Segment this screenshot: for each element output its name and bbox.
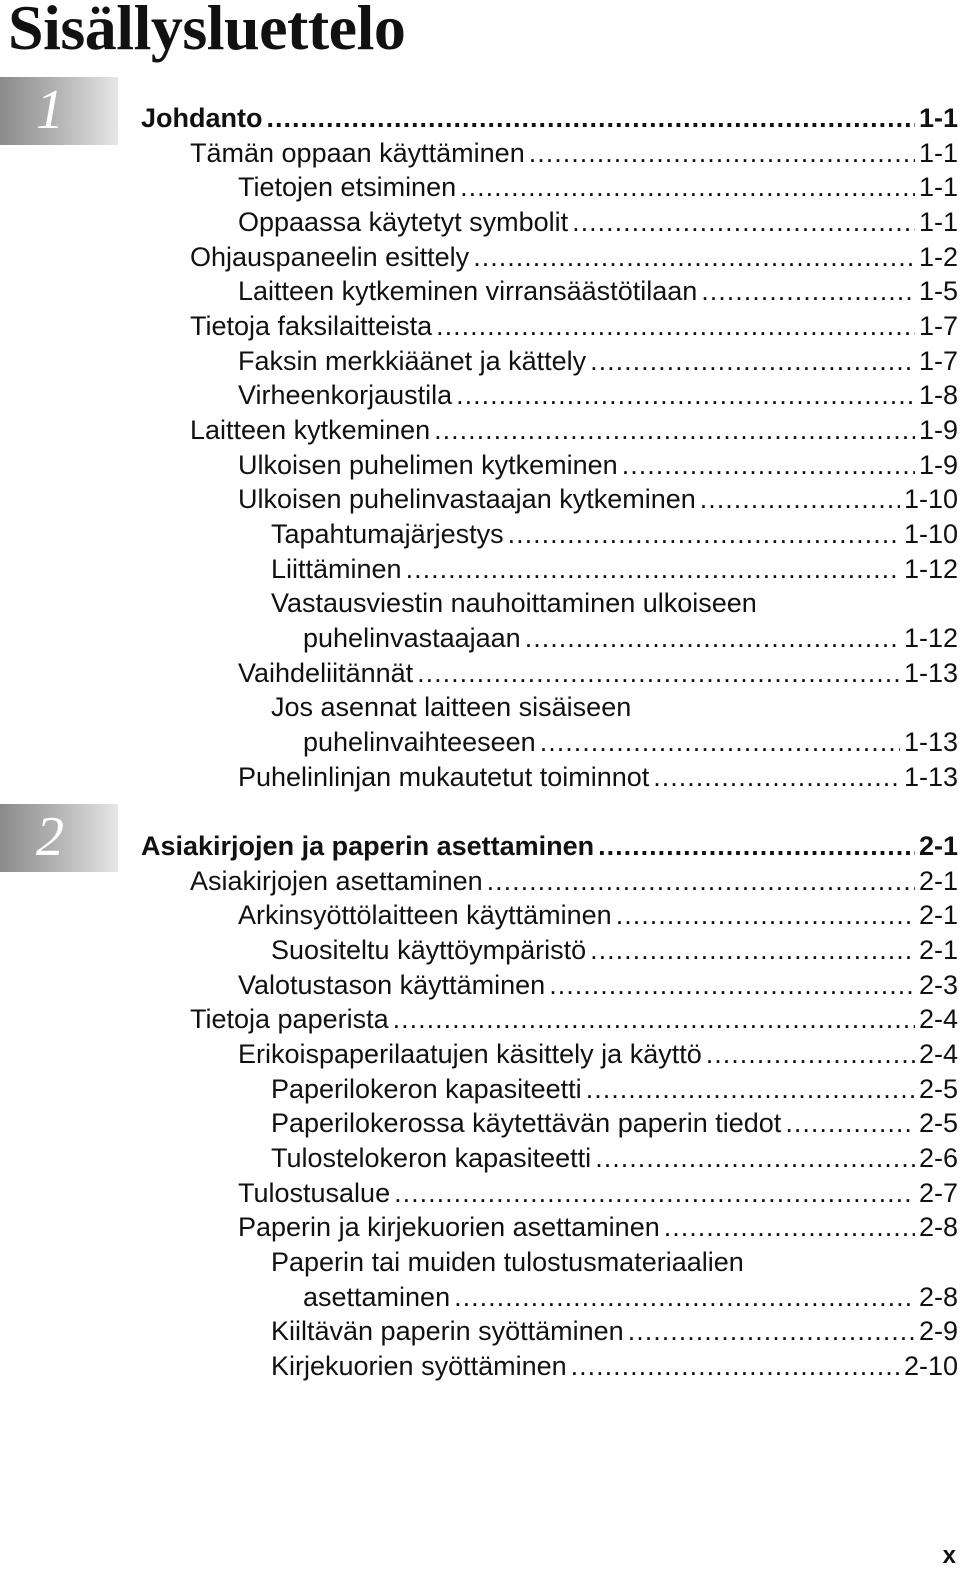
toc-entry-title: Tapahtumajärjestys bbox=[271, 519, 504, 549]
toc-entry-title: Kiiltävän paperin syöttäminen bbox=[271, 1316, 624, 1346]
toc-entry-title: Virheenkorjaustila bbox=[238, 380, 453, 410]
toc-entry-title: Erikoispaperilaatujen käsittely ja käyttö bbox=[238, 1039, 702, 1069]
toc-entry-title: puhelinvastaajaan bbox=[303, 623, 521, 653]
toc-entry[interactable] bbox=[238, 344, 958, 378]
toc-dot-leader bbox=[701, 274, 915, 308]
toc-entry-title: Johdanto bbox=[141, 103, 263, 133]
toc-entry[interactable] bbox=[303, 725, 958, 759]
toc-dot-leader bbox=[653, 760, 900, 794]
toc-entry[interactable] bbox=[271, 552, 958, 586]
toc-dot-leader bbox=[700, 482, 900, 516]
toc-entry[interactable] bbox=[271, 1349, 958, 1383]
toc-entry[interactable] bbox=[238, 378, 958, 412]
chapter-2-number: 2 bbox=[36, 806, 64, 868]
toc-page-ref: 1-1 bbox=[918, 138, 958, 168]
toc-chapter-1-heading[interactable] bbox=[141, 101, 958, 135]
toc-dot-leader bbox=[586, 1072, 915, 1106]
toc-entry-title: Tietoja paperista bbox=[190, 1004, 389, 1034]
toc-entry-title: Tämän oppaan käyttäminen bbox=[190, 138, 525, 168]
toc-dot-leader bbox=[590, 344, 915, 378]
toc-entry-title: Ulkoisen puhelimen kytkeminen bbox=[238, 450, 618, 480]
toc-dot-leader bbox=[571, 1349, 900, 1383]
chapter-1-tab bbox=[0, 77, 118, 145]
toc-entry[interactable] bbox=[238, 760, 958, 794]
toc-entry-title: Asiakirjojen asettaminen bbox=[190, 866, 483, 896]
toc-page-ref: 2-1 bbox=[918, 935, 958, 965]
toc-dot-leader bbox=[454, 1280, 915, 1314]
toc-entry[interactable] bbox=[238, 1037, 958, 1071]
toc-page-ref: 2-8 bbox=[918, 1212, 958, 1242]
toc-dot-leader bbox=[406, 552, 900, 586]
toc-dot-leader bbox=[549, 968, 915, 1002]
toc-dot-leader bbox=[785, 1106, 915, 1140]
toc-entry[interactable] bbox=[190, 240, 958, 274]
toc-entry-title: Paperilokeron kapasiteetti bbox=[271, 1074, 582, 1104]
page-number: x bbox=[942, 1542, 956, 1569]
toc-page-ref: 1-13 bbox=[903, 658, 958, 688]
toc-dot-leader bbox=[590, 933, 915, 967]
toc-dot-leader bbox=[436, 309, 915, 343]
toc-page-ref: 1-2 bbox=[918, 242, 958, 272]
toc-page-ref: 1-13 bbox=[903, 727, 958, 757]
toc-entry[interactable] bbox=[238, 448, 958, 482]
toc-dot-leader bbox=[572, 205, 915, 239]
toc-dot-leader bbox=[628, 1314, 915, 1348]
toc-entry-title: asettaminen bbox=[303, 1282, 451, 1312]
toc-page-ref: 1-8 bbox=[918, 380, 958, 410]
toc-dot-leader bbox=[456, 378, 915, 412]
toc-page-ref: 2-5 bbox=[918, 1108, 958, 1138]
page-title: Sisällysluettelo bbox=[8, 0, 406, 63]
toc-dot-leader bbox=[473, 240, 915, 274]
toc-entry-title: Vaihdeliitännät bbox=[238, 658, 414, 688]
toc-dot-leader bbox=[508, 517, 900, 551]
toc-entry[interactable] bbox=[271, 933, 958, 967]
toc-entry[interactable] bbox=[271, 1106, 958, 1140]
toc-page-ref: 1-12 bbox=[903, 623, 958, 653]
toc-page-ref: 1-10 bbox=[903, 484, 958, 514]
toc-entry-title: Laitteen kytkeminen bbox=[190, 415, 431, 445]
toc-entry[interactable] bbox=[271, 517, 958, 551]
toc-page-ref: 1-5 bbox=[918, 276, 958, 306]
toc-entry-title: Suositeltu käyttöympäristö bbox=[271, 935, 587, 965]
toc-page-ref: 1-9 bbox=[918, 415, 958, 445]
toc-dot-leader bbox=[540, 725, 900, 759]
toc-entry[interactable] bbox=[303, 621, 958, 655]
toc-entry[interactable] bbox=[238, 205, 958, 239]
toc-entry-title: Oppaassa käytetyt symbolit bbox=[238, 207, 569, 237]
toc-dot-leader bbox=[706, 1037, 915, 1071]
toc-entry-title: Tulostusalue bbox=[238, 1178, 391, 1208]
toc-page-ref: 1-10 bbox=[903, 519, 958, 549]
toc-dot-leader bbox=[664, 1210, 915, 1244]
toc-page-ref: 2-4 bbox=[918, 1039, 958, 1069]
toc-entry[interactable] bbox=[271, 1314, 958, 1348]
toc-entry[interactable] bbox=[238, 1176, 958, 1210]
toc-page-ref: 1-7 bbox=[918, 346, 958, 376]
toc-dot-leader bbox=[525, 621, 900, 655]
toc-entry[interactable] bbox=[238, 274, 958, 308]
toc-entry[interactable] bbox=[238, 482, 958, 516]
toc-entry-title: Tietoja faksilaitteista bbox=[190, 311, 433, 341]
toc-page-ref: 2-1 bbox=[918, 866, 958, 896]
toc-page-ref: 2-9 bbox=[918, 1316, 958, 1346]
toc-entry-title: Faksin merkkiäänet ja kättely bbox=[238, 346, 587, 376]
toc-entry-title-line1[interactable]: Paperin tai muiden tulostusmateriaalien bbox=[271, 1247, 744, 1277]
toc-entry[interactable] bbox=[271, 1141, 958, 1175]
toc-entry[interactable] bbox=[190, 1002, 958, 1036]
toc-entry-title: Ohjauspaneelin esittely bbox=[190, 242, 470, 272]
toc-dot-leader bbox=[595, 1141, 915, 1175]
toc-page-ref: 2-8 bbox=[918, 1282, 958, 1312]
toc-page-ref: 2-4 bbox=[918, 1004, 958, 1034]
toc-entry[interactable] bbox=[238, 898, 958, 932]
toc-page-ref: 2-7 bbox=[918, 1178, 958, 1208]
toc-dot-leader bbox=[267, 101, 915, 135]
toc-dot-leader bbox=[622, 448, 915, 482]
toc-dot-leader bbox=[616, 898, 915, 932]
toc-page-ref: 2-5 bbox=[918, 1074, 958, 1104]
toc-entry-title: Asiakirjojen ja paperin asettaminen bbox=[141, 831, 595, 861]
toc-dot-leader bbox=[417, 656, 900, 690]
toc-entry[interactable] bbox=[190, 864, 958, 898]
toc-page-ref: 2-1 bbox=[918, 831, 958, 861]
toc-entry[interactable] bbox=[303, 1280, 958, 1314]
toc-dot-leader bbox=[529, 136, 915, 170]
toc-entry-title-line1[interactable]: Jos asennat laitteen sisäiseen bbox=[271, 692, 632, 722]
toc-entry[interactable] bbox=[190, 309, 958, 343]
toc-entry-title-line1[interactable]: Vastausviestin nauhoittaminen ulkoiseen bbox=[271, 588, 757, 618]
toc-dot-leader bbox=[487, 864, 915, 898]
toc-page-ref: 1-1 bbox=[918, 103, 958, 133]
toc-entry-title: Tietojen etsiminen bbox=[238, 172, 457, 202]
toc-entry[interactable] bbox=[190, 136, 958, 170]
toc-page-ref: 1-13 bbox=[903, 762, 958, 792]
toc-page-ref: 2-10 bbox=[903, 1351, 958, 1381]
toc-page-ref: 1-9 bbox=[918, 450, 958, 480]
toc-entry-title: Laitteen kytkeminen virransäästötilaan bbox=[238, 276, 698, 306]
toc-dot-leader bbox=[598, 829, 915, 863]
toc-page-ref: 2-1 bbox=[918, 900, 958, 930]
toc-entry-title: Paperilokerossa käytettävän paperin tiedot bbox=[271, 1108, 782, 1138]
toc-dot-leader bbox=[460, 170, 915, 204]
toc-entry-title: Paperin ja kirjekuorien asettaminen bbox=[238, 1212, 660, 1242]
toc-page-ref: 2-6 bbox=[918, 1143, 958, 1173]
toc-entry[interactable] bbox=[238, 1210, 958, 1244]
toc-entry-title: Tulostelokeron kapasiteetti bbox=[271, 1143, 592, 1173]
toc-entry-title: Ulkoisen puhelinvastaajan kytkeminen bbox=[238, 484, 696, 514]
toc-entry-title: Liittäminen bbox=[271, 554, 402, 584]
toc-entry-title: puhelinvaihteeseen bbox=[303, 727, 536, 757]
chapter-1-number: 1 bbox=[36, 79, 64, 141]
toc-entry[interactable] bbox=[238, 170, 958, 204]
chapter-2-tab bbox=[0, 804, 118, 872]
toc-page-ref: 1-12 bbox=[903, 554, 958, 584]
toc-page-ref: 1-7 bbox=[918, 311, 958, 341]
toc-dot-leader bbox=[434, 413, 915, 447]
toc-entry[interactable] bbox=[238, 656, 958, 690]
toc-dot-leader bbox=[394, 1176, 915, 1210]
toc-entry-title: Arkinsyöttölaitteen käyttäminen bbox=[238, 900, 612, 930]
toc-entry-title: Puhelinlinjan mukautetut toiminnot bbox=[238, 762, 650, 792]
toc-entry-title: Valotustason käyttäminen bbox=[238, 970, 546, 1000]
toc-entry[interactable] bbox=[238, 968, 958, 1002]
toc-chapter-2-heading[interactable] bbox=[141, 829, 958, 863]
toc-entry[interactable] bbox=[271, 1072, 958, 1106]
toc-entry[interactable] bbox=[190, 413, 958, 447]
toc-page-ref: 2-3 bbox=[918, 970, 958, 1000]
toc-page-ref: 1-1 bbox=[918, 207, 958, 237]
toc-page-ref: 1-1 bbox=[918, 172, 958, 202]
toc-dot-leader bbox=[393, 1002, 915, 1036]
toc-entry-title: Kirjekuorien syöttäminen bbox=[271, 1351, 567, 1381]
